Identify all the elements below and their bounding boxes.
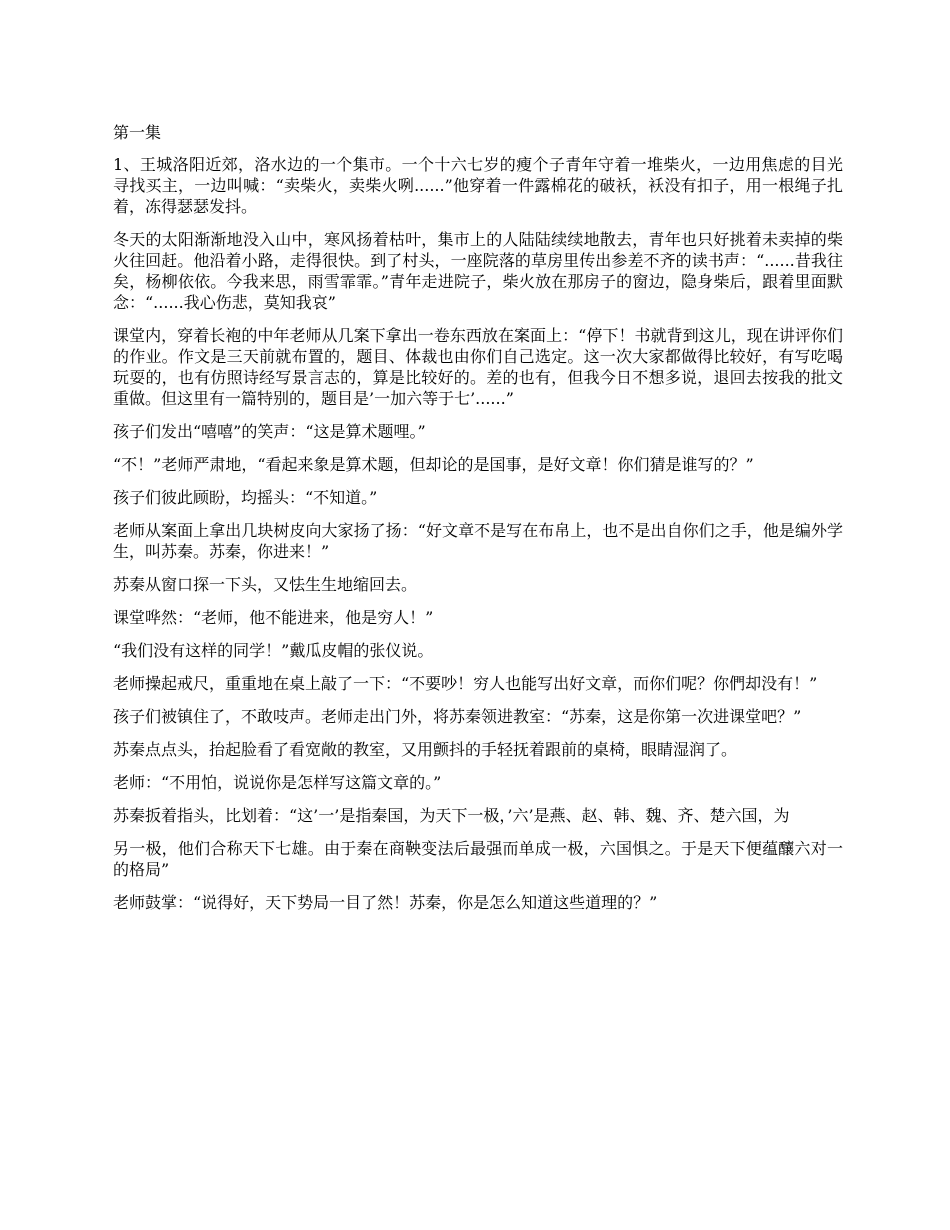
paragraph-15: 苏秦扳着指头，比划着：“这’一’是指秦国，为天下一极，’六’是燕、赵、韩、魏、齐、楚六国，为	[113, 806, 790, 825]
paragraph-7: 老师从案面上拿出几块树皮向大家扬了扬：“好文章不是写在布帛上，也不是出自你们之手，他是编外学生，叫苏秦。苏秦，你进来！”	[113, 521, 843, 561]
paragraph-8: 苏秦从窗口探一下头，又怯生生地缩回去。	[113, 575, 418, 594]
paragraph-9: 课堂哗然：“老师，他不能进来，他是穷人！”	[113, 608, 434, 627]
paragraph-3: 课堂内，穿着长袍的中年老师从几案下拿出一卷东西放在案面上：“停下！书就背到这儿，现在讲评你们的作业。作文是三天前就布置的，题目、体裁也由你们自己选定。这一次大家都做得比较好，有写吃喝玩耍的，也有仿照诗经写景言志的，算是比较好的。差的也有，但我今日不想多说，退回去按我的批文重做。但这里有一篇特别的，题目是’一加六等于七’......”	[113, 326, 843, 408]
document-page	[113, 122, 843, 925]
paragraph-11: 老师操起戒尺，重重地在桌上敲了一下：“不要吵！穷人也能写出好文章，而你们呢？你們却没有！”	[113, 674, 818, 693]
paragraph-4: 孩子们发出“嘻嘻”的笑声：“这是算术题哩。”	[113, 422, 426, 441]
paragraph-6: 孩子们彼此顾盼，均摇头：“不知道。”	[113, 488, 378, 507]
chapter-heading: 第一集	[113, 123, 162, 142]
paragraph-5: “不！”老师严肃地，“看起来象是算术题，但却论的是国事，是好文章！你们猜是谁写的？”	[113, 455, 754, 474]
paragraph-14: 老师：“不用怕，说说你是怎样写这篇文章的。”	[113, 773, 442, 792]
paragraph-13: 苏秦点点头，抬起脸看了看宽敞的教室，又用颤抖的手轻抚着跟前的桌椅，眼睛湿润了。	[113, 740, 738, 759]
paragraph-17: 老师鼓掌：“说得好，天下势局一目了然！苏秦，你是怎么知道这些道理的？”	[113, 893, 658, 912]
paragraph-10: “我们没有这样的同学！”戴瓜皮帽的张仪说。	[113, 641, 434, 660]
paragraph-16: 另一极，他们合称天下七雄。由于秦在商鞅变法后最强而单成一极，六国惧之。于是天下便蕴釀六对一的格局”	[113, 839, 843, 879]
paragraph-2: 冬天的太阳渐渐地没入山中，寒风扬着枯叶，集市上的人陆陆续续地散去，青年也只好挑着未卖掉的柴火往回赶。他沿着小路，走得很快。到了村头，一座院落的草房里传出参差不齐的读书声：“......昔我往矣，杨柳依依。今我来思，雨雪霏霏。”青年走进院子，柴火放在那房子的窗边，隐身柴后，跟着里面默念：“......我心伤悲，莫知我哀”	[113, 230, 843, 312]
paragraph-1: 1、王城洛阳近郊，洛水边的一个集市。一个十六七岁的瘦个子青年守着一堆柴火，一边用焦虑的目光寻找买主，一边叫喊：“卖柴火，卖柴火咧......”他穿着一件露棉花的破袄，袄没有扣子，用一根绳子扎着，冻得瑟瑟发抖。	[113, 155, 843, 216]
paragraph-12: 孩子们被镇住了，不敢吱声。老师走出门外，将苏秦领进教室：“苏秦，这是你第一次进课堂吧？”	[113, 707, 802, 726]
